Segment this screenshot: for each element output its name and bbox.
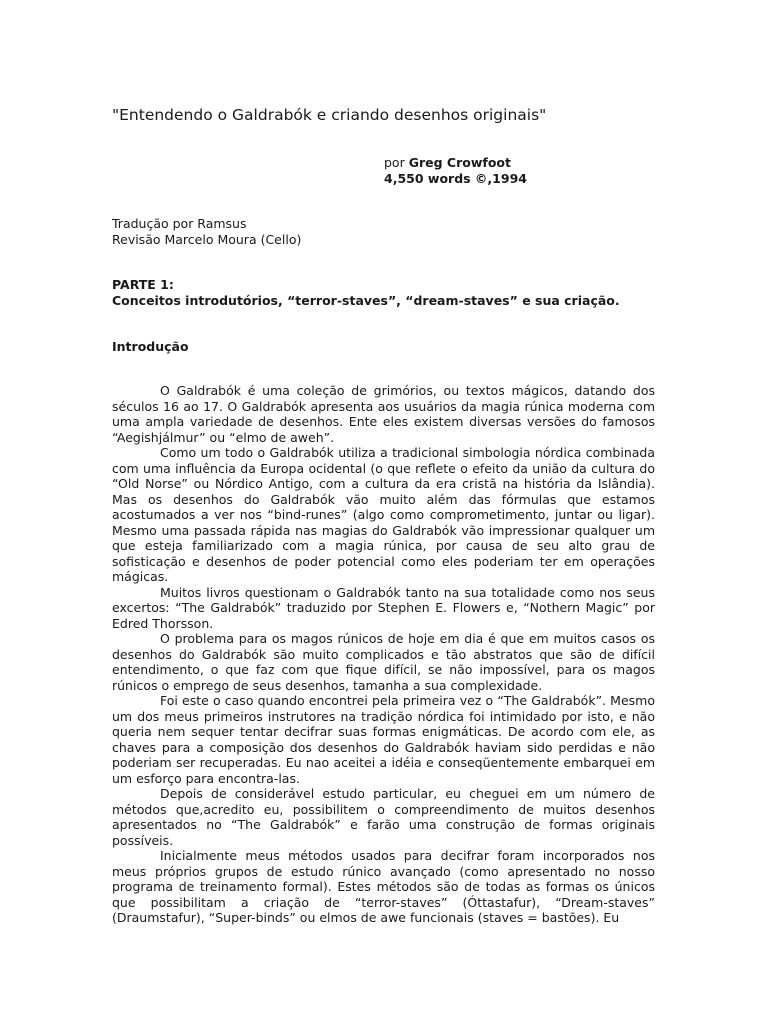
- paragraph: Muitos livros questionam o Galdrabók tanto na sua totalidade como nos seus excertos: “The Galdrabók” traduzido por Stephen E. Flowers e, “Nothern Magic” por Edred Thorsson.: [112, 584, 655, 631]
- part-label: PARTE 1:: [112, 277, 174, 292]
- paragraph: Foi este o caso quando encontrei pela primeira vez o “The Galdrabók”. Mesmo um dos meus primeiros instrutores na tradição nórdica foi intimidado por isto, e não queria nem sequer tentar decifrar suas formas enigmáticas. De acordo com ele, as chaves para a composição dos desenhos do Galdrabók haviam sido perdidas e não poderiam ser recuperadas. Eu nao aceitei a idéia e conseqüentemente embarquei em um esforço para encontra-las.: [112, 693, 655, 786]
- paragraph: Como um todo o Galdrabók utiliza a tradicional simbologia nórdica combinada com uma influência da Europa ocidental (o que reflete o efeito da união da cultura do “Old Norse” ou Nórdico Antigo, com a cultura da era cristã na história da Islândia). Mas os desenhos do Galdrabók vão muito além das fórmulas que estamos acostumados a ver nos “bind-runes” (algo como comprometimento, juntar ou ligar). Mesmo uma passada rápida nas magias do Galdrabók vão impressionar qualquer um que esteja familiarizado com a magia rúnica, por causa de seu alto grau de sofisticação e desenhos de poder potencial como eles poderiam ter em operações mágicas.: [112, 445, 655, 584]
- document-title: "Entendendo o Galdrabók e criando desenhos originais": [112, 106, 547, 124]
- translation-credit: Tradução por Ramsus: [112, 216, 247, 231]
- section-heading: Introdução: [112, 339, 189, 354]
- revision-credit: Revisão Marcelo Moura (Cello): [112, 232, 302, 247]
- byline-prefix: por: [384, 155, 409, 170]
- paragraph: O problema para os magos rúnicos de hoje em dia é que em muitos casos os desenhos do Galdrabók são muito complicados e tão abstratos que são de difícil entendimento, o que faz com que fique difícil, se não impossível, para os magos rúnicos o emprego de seus desenhos, tamanha a sua complexidade.: [112, 631, 655, 693]
- part-heading: [112, 277, 620, 309]
- credits: [112, 216, 301, 248]
- author-line: [384, 155, 527, 171]
- byline: [384, 155, 527, 187]
- part-subtitle: Conceitos introdutórios, “terror-staves”, “dream-staves” e sua criação.: [112, 293, 620, 308]
- paragraph: O Galdrabók é uma coleção de grimórios, ou textos mágicos, datando dos séculos 16 ao 17. O Galdrabók apresenta aos usuários da magia rúnica moderna com uma ampla variedade de desenhos. Ente eles existem diversas versões do famosos “Aegishjálmur” ou “elmo de aweh”.: [112, 383, 655, 445]
- paragraph: Depois de considerável estudo particular, eu cheguei em um número de métodos que,acredito eu, possibilitem o compreendimento de muitos desenhos apresentados no “The Galdrabók” e farão uma construção de formas originais possíveis.: [112, 786, 655, 848]
- body-text: [112, 383, 655, 926]
- word-count-copyright: 4,550 words ©,1994: [384, 171, 527, 186]
- paragraph: Inicialmente meus métodos usados para decifrar foram incorporados nos meus próprios grupos de estudo rúnico avançado (como apresentado no nosso programa de treinamento formal). Estes métodos são de todas as formas os únicos que possibilitam a criação de “terror-staves” (Óttastafur), “Dream-staves” (Draumstafur), “Super-binds” ou elmos de awe funcionais (staves = bastões). Eu: [112, 848, 655, 925]
- author-name: Greg Crowfoot: [408, 155, 511, 170]
